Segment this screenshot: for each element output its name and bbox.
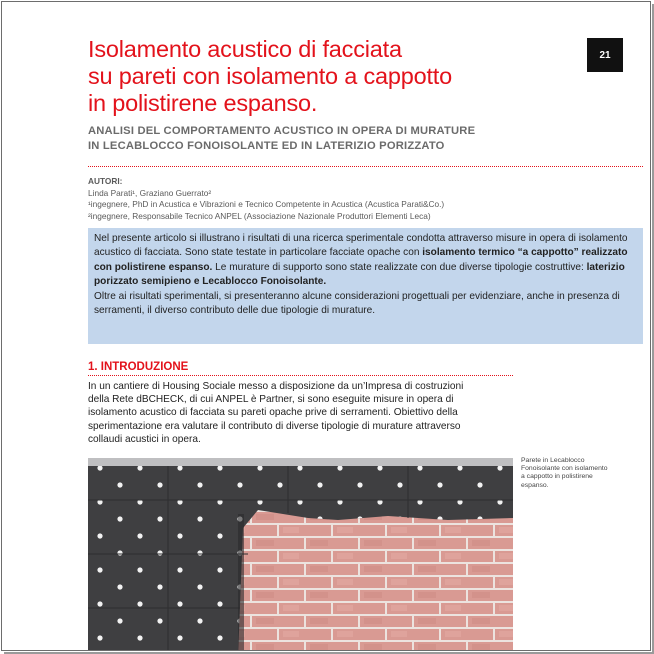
intro-line: sperimentazione era valutare il contributo di diverse tipologie di murature attraverso (88, 420, 461, 432)
abstract-box (88, 228, 643, 344)
section-heading: 1. INTRODUZIONE (88, 361, 189, 373)
figure-caption (521, 457, 631, 490)
authors-block (88, 176, 568, 222)
caption-line: a cappotto in polistirene (521, 473, 593, 481)
author-names: Linda Parati¹, Graziano Guerrato² (88, 187, 212, 198)
article-subtitle (88, 124, 558, 154)
subtitle-line: IN LECABLOCCO FONOISOLANTE ED IN LATERIZIO PORIZZATO (88, 140, 445, 152)
intro-line: collaudi acustici in opera. (88, 433, 201, 445)
caption-line: Parete in Lecablocco (521, 457, 585, 464)
page (1, 1, 651, 651)
abstract-paragraph-1: Nel presente articolo si illustrano i risultati di una ricerca sperimentale condotta attraverso misure in opera di isolamento acustico di facciata. Sono state testate in particolare facciate opache con isolamento termico “a cappotto” realizzato con polistirene espanso. Le murature di supporto sono state realizzate con due diverse tipologie costruttive: laterizio porizzato semipieno e Lecablocco Fonoisolante. (94, 233, 628, 288)
divider (88, 166, 643, 167)
title-line: Isolamento acustico di facciata (88, 36, 402, 62)
page-number-badge: 21 (587, 38, 623, 72)
title-line: in polistirene espanso. (88, 90, 318, 116)
subtitle-line: ANALISI DEL COMPORTAMENTO ACUSTICO IN OPERA DI MURATURE (88, 125, 476, 137)
affiliation-2: ²ingegnere, Responsabile Tecnico ANPEL (Associazione Nazionale Produttori Elementi Leca) (88, 210, 431, 221)
caption-line: Fonoisolante con isolamento (521, 465, 608, 473)
intro-line: isolamento acustico di facciata su pareti opache prive di serramenti. Obiettivo della (88, 407, 458, 419)
intro-line: della Rete dBCHECK, di cui ANPEL è Partner, si sono eseguite misure in opera di (88, 394, 454, 406)
title-line: su pareti con isolamento a cappotto (88, 63, 453, 89)
authors-heading: AUTORI: (88, 176, 123, 186)
article-title (88, 36, 528, 117)
intro-line: In un cantiere di Housing Sociale messo a disposizione da un’Impresa di costruzioni (88, 381, 464, 392)
section-divider (88, 375, 513, 376)
abstract-paragraph-2: Oltre ai risultati sperimentali, si presenteranno alcune considerazioni progettuali per evidenziare, anche in presenza di serramenti, il diverso contributo delle due tipologie di murature. (94, 290, 620, 317)
wall-photo-illustration (88, 458, 513, 651)
affiliation-1: ¹ingegnere, PhD in Acustica e Vibrazioni e Tecnico Competente in Acustica (Acustica Parati&Co.) (88, 199, 445, 209)
intro-paragraph (88, 380, 516, 446)
caption-line: espanso. (521, 481, 549, 489)
wall-photo (88, 458, 513, 651)
